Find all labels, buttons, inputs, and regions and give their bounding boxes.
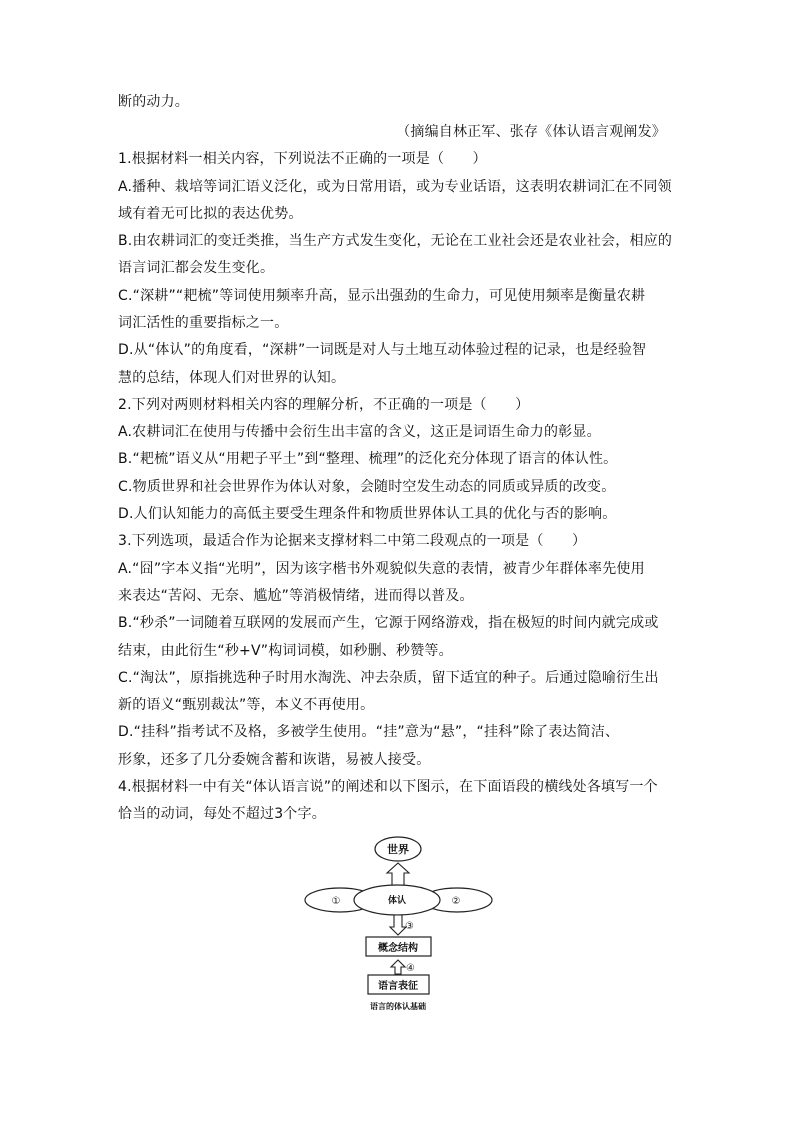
- text-line-continuation: 断的动力。: [118, 94, 189, 110]
- q3-option-d: D.“挂科”指考试不及格，多被学生使用。“挂”意为“悬”，“挂科”除了表达简洁、: [118, 724, 620, 740]
- down-arrow-icon: [390, 915, 406, 935]
- arrow-4-label: ④: [406, 963, 415, 974]
- q3-option-c-cont: 新的语义“甄别裁汰”等，本义不再使用。: [118, 697, 375, 713]
- question-1-stem: 1.根据材料一相关内容，下列说法不正确的一项是（ ）: [118, 151, 487, 167]
- q3-option-a-cont: 来表达“苦闷、无奈、尴尬”等消极情绪，进而得以普及。: [118, 588, 474, 604]
- q3-option-b: B.“秒杀”一词随着互联网的发展而产生，它源于网络游戏，指在极短的时间内就完成或: [118, 615, 659, 631]
- q1-option-a: A.播种、栽培等词汇语义泛化，或为日常用语，或为专业话语，这表明农耕词汇在不同领: [118, 179, 672, 195]
- diagram-caption: 语言的体认基础: [370, 1002, 426, 1011]
- q2-option-c: C.物质世界和社会世界作为体认对象，会随时空发生动态的同质或异质的改变。: [118, 479, 616, 495]
- question-4-stem: 4.根据材料一中有关“体认语言说”的阐述和以下图示，在下面语段的横线处各填写一个: [118, 779, 658, 795]
- question-4-stem-cont: 恰当的动词，每处不超过3个字。: [118, 806, 326, 822]
- q1-option-a-cont: 域有着无可比拟的表达优势。: [118, 206, 303, 222]
- concept-label: 概念结构: [378, 943, 418, 954]
- q2-option-d: D.人们认知能力的高低主要受生理条件和物质世界体认工具的优化与否的影响。: [118, 506, 617, 522]
- question-2-stem: 2.下列对两则材料相关内容的理解分析，不正确的一项是（ ）: [118, 397, 530, 413]
- q3-option-b-cont: 结束，由此衍生“秒+V”构词词模，如秒删、秒赞等。: [118, 643, 453, 659]
- q1-option-b-cont: 语言词汇都会发生变化。: [118, 260, 275, 276]
- question-3-stem: 3.下列选项，最适合作为论据来支撑材料二中第二段观点的一项是（ ）: [118, 533, 587, 549]
- up-arrow-icon: [387, 863, 409, 887]
- q3-option-a: A.“囧”字本义指“光明”，因为该字楷书外观貌似失意的表情，被青少年群体率先使用: [118, 561, 645, 577]
- world-label: 世界: [387, 843, 409, 856]
- q2-option-a: A.农耕词汇在使用与传播中会衍生出丰富的含义，这正是词语生命力的彰显。: [118, 424, 601, 440]
- language-label: 语言表征: [378, 981, 418, 992]
- q3-option-d-cont: 形象，还多了几分委婉含蓄和诙谐，易被人接受。: [118, 752, 431, 768]
- center-oval-label: 体认: [387, 896, 407, 906]
- right-oval-label: ②: [451, 896, 461, 907]
- embodied-cognition-diagram: [300, 833, 500, 1023]
- q1-option-b: B.由农耕词汇的变迁类推，当生产方式发生变化，无论在工业社会还是农业社会，相应的: [118, 233, 673, 249]
- q1-option-d: D.从“体认”的角度看，“深耕”一词既是对人与土地互动体验过程的记录，也是经验智: [118, 342, 647, 358]
- source-citation: （摘编自林正军、张存《体认语言观阐发》: [396, 124, 666, 140]
- left-oval-label: ①: [331, 896, 341, 907]
- small-up-arrow-icon: [391, 960, 405, 974]
- arrow-3-label: ③: [405, 921, 414, 932]
- q2-option-b: B.“耙梳”语义从“用耙子平土”到“整理、梳理”的泛化充分体现了语言的体认性。: [118, 451, 618, 467]
- q3-option-c: C.“淘汰”，原指挑选种子时用水淘洗、冲去杂质，留下适宜的种子。后通过隐喻衍生出: [118, 670, 659, 686]
- q1-option-d-cont: 慧的总结，体现人们对世界的认知。: [118, 370, 346, 386]
- q1-option-c-cont: 词汇活性的重要指标之一。: [118, 315, 289, 331]
- q1-option-c: C.“深耕”“耙梳”等词使用频率升高，显示出强劲的生命力，可见使用频率是衡量农耕: [118, 288, 646, 304]
